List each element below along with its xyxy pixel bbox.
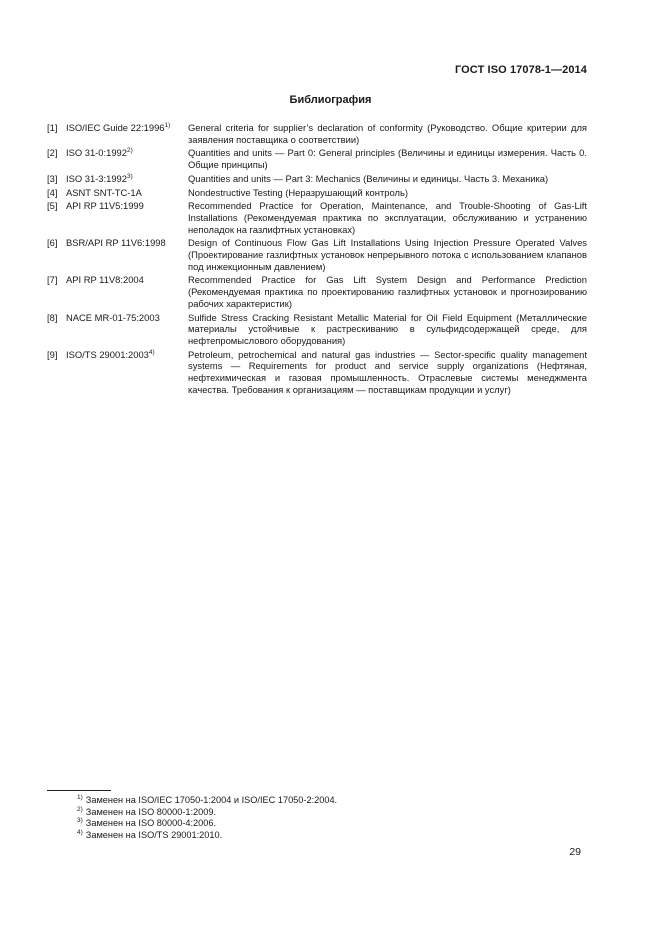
bib-entry-description: Petroleum, petrochemical and natural gas industries — Sector-specific quality management systems — Requirements for product and service supply organizations (Нефтяная, нефтехимическая и газовая промышленность. Отраслевые системы менеджмента качества. Требования к организациям — поставщикам продукции и услуг) xyxy=(188,348,587,395)
footnote-mark: 2) xyxy=(77,805,83,813)
footnote-ref: 2) xyxy=(126,147,133,155)
footnote-text: Заменен на ISO 80000-1:2009. xyxy=(85,806,217,817)
bib-entry-code: NACE MR-01-75:2003 xyxy=(66,311,160,323)
bib-entry-5 xyxy=(47,200,587,235)
bib-entry-number: [2] xyxy=(47,147,58,159)
bib-entry-code: ISO 31-3:1992$^{3)}$ xyxy=(66,172,133,184)
bib-entry-number: [5] xyxy=(47,200,58,212)
footnote-text: Заменен на ISO/IEC 17050-1:2004 и ISO/IEC 17050-2:2004. xyxy=(85,795,338,805)
page-title: Библиография xyxy=(289,94,372,106)
bib-entry-description: Quantities and units — Part 3: Mechanics (Величины и единицы. Часть 3. Механика) xyxy=(188,172,549,184)
bib-entry-number: [1] xyxy=(47,122,58,133)
bib-entry-2 xyxy=(47,147,587,170)
footnote-ref: 1) xyxy=(164,122,171,129)
bib-entry-description: General criteria for supplier’s declaration of conformity (Руководство. Общие критерии для заявления поставщика о соответствии) xyxy=(188,122,587,145)
bib-entry-8 xyxy=(47,312,587,347)
bib-entry-code: ISO/TS 29001:2003$^{4)}$ xyxy=(66,348,155,360)
footnote-3 xyxy=(47,818,547,830)
bib-entry-code: ASNT SNT-TC-1A xyxy=(66,186,142,198)
document-header: ГОСТ ISO 17078-1—2014 xyxy=(454,64,587,76)
bib-entry-description: Recommended Practice for Gas Lift System Design and Performance Prediction (Рекомендуемая практика по проектированию газлифтных установок и прогнозированию рабочих характеристик) xyxy=(188,274,587,309)
footnotes xyxy=(47,790,547,841)
page-number: 29 xyxy=(569,846,581,858)
footnote-1 xyxy=(47,795,547,807)
footnote-mark: 4) xyxy=(77,828,83,836)
bib-entry-description: Recommended Practice for Operation, Maintenance, and Trouble-Shooting of Gas-Lift Installations (Рекомендуемая практика по эксплуатации, обслуживанию и устранению неполадок на газлифтных установках) xyxy=(188,200,587,235)
footnote-mark: 1) xyxy=(77,794,83,801)
footnote-text: Заменен на ISO 80000-4:2006. xyxy=(85,818,217,829)
bib-entry-1 xyxy=(47,122,587,145)
bib-entry-number: [6] xyxy=(47,237,58,249)
bib-entry-number: [4] xyxy=(47,186,58,198)
bib-entry-9 xyxy=(47,349,587,396)
footnote-divider xyxy=(47,790,111,791)
footnote-2 xyxy=(47,807,547,819)
bib-entry-code: ISO/IEC Guide 22:1996$^{1)}$ xyxy=(66,122,171,133)
bib-entry-code: ISO 31-0:1992$^{2)}$ xyxy=(66,147,133,159)
bib-entry-number: [7] xyxy=(47,274,58,286)
bib-entry-4 xyxy=(47,187,587,199)
footnote-ref: 3) xyxy=(126,172,133,180)
bib-entry-description: Design of Continuous Flow Gas Lift Installations Using Injection Pressure Operated Valves (Проектирование газлифтных установок непрерывного потока с использованием клапанов под инжекционным давлением) xyxy=(188,237,587,272)
bib-entry-description: Sulfide Stress Cracking Resistant Metallic Material for Oil Field Equipment (Металлические материалы устойчивые к растрескиванию в сульфидсодержащей среде, для нефтепромыслового оборудования) xyxy=(188,311,587,346)
bib-entry-6 xyxy=(47,237,587,272)
bib-entry-code: API RP 11V5:1999 xyxy=(66,200,144,212)
bib-entry-number: [9] xyxy=(47,348,58,360)
bibliography-list xyxy=(47,122,587,397)
bib-entry-description: Nondestructive Testing (Неразрушающий контроль) xyxy=(188,186,408,198)
footnote-ref: 4) xyxy=(148,348,155,356)
bib-entry-7 xyxy=(47,274,587,309)
footnote-mark: 3) xyxy=(77,817,83,825)
bib-entry-3 xyxy=(47,173,587,185)
footnote-4 xyxy=(47,830,547,842)
bib-entry-number: [3] xyxy=(47,172,58,184)
bib-entry-description: Quantities and units — Part 0: General principles (Величины и единицы измерения. Часть 0. Общие принципы) xyxy=(188,147,587,171)
footnote-text: Заменен на ISO/TS 29001:2010. xyxy=(85,829,223,840)
bib-entry-number: [8] xyxy=(47,311,58,323)
bib-entry-code: BSR/API RP 11V6:1998 xyxy=(66,237,166,249)
bib-entry-code: API RP 11V8:2004 xyxy=(66,274,144,286)
